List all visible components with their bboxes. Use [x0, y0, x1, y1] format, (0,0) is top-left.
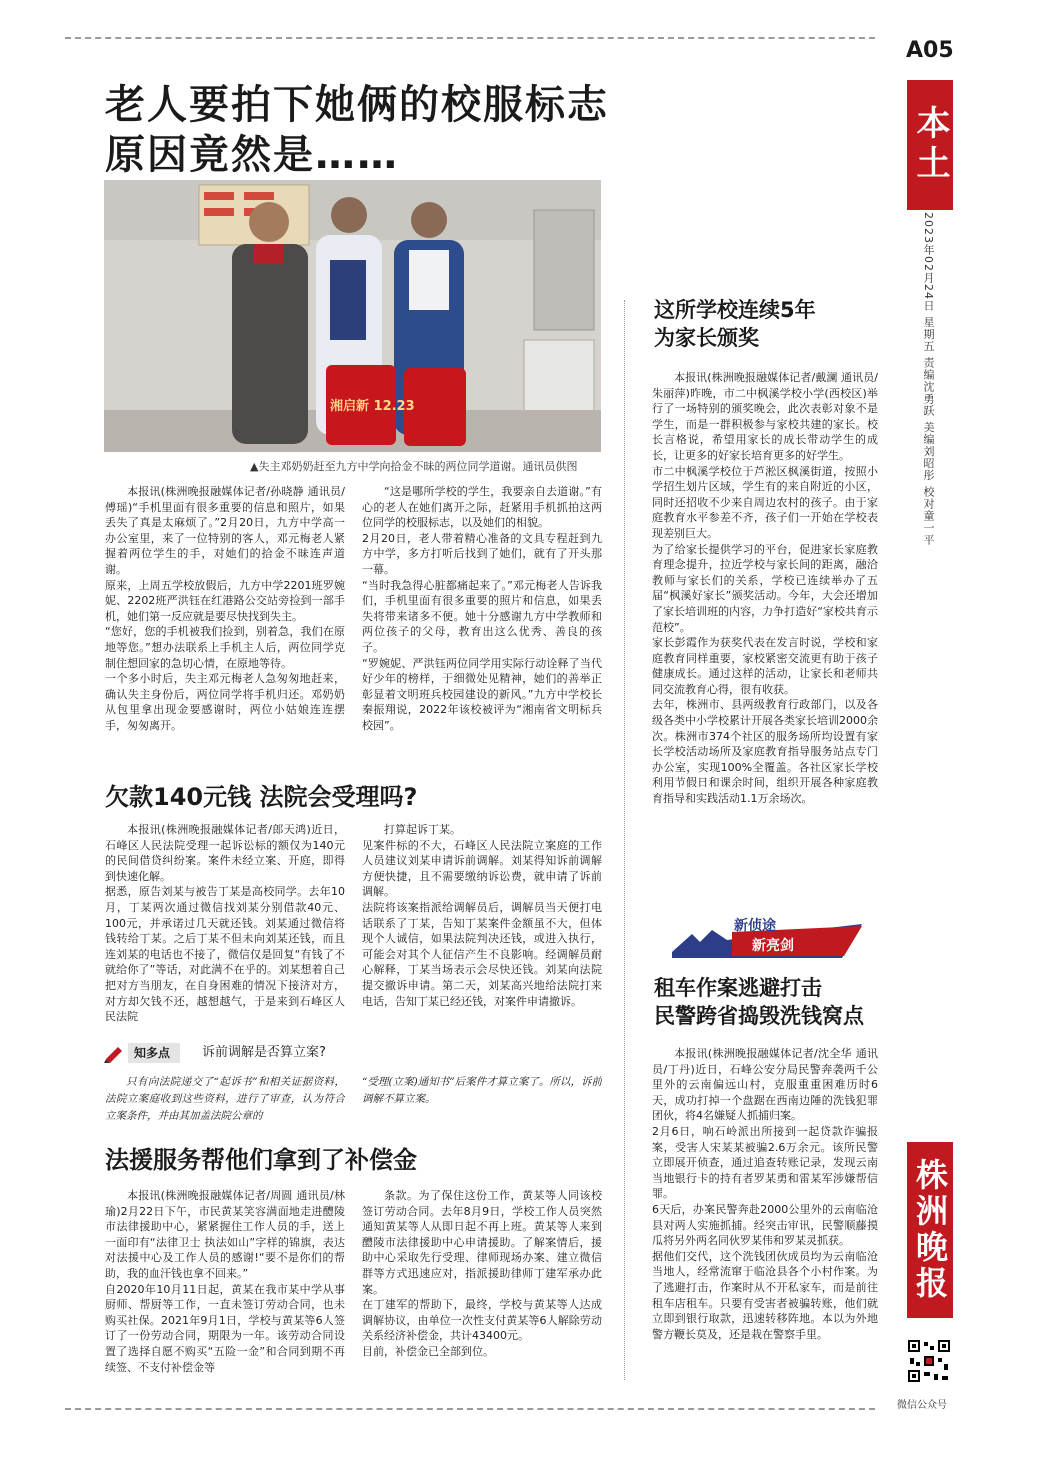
- article1-column-2: “这是哪所学校的学生，我要亲自去道谢。”有心的老人在她们离开之际，赶紧用手机抓拍这两位同学的校服标志，以及她们的相貌。 2月20日，老人带着精心准备的文具专程赶到九方中学，多方打听后找到了她们，就有了开头那一幕。 “当时我急得心脏都痛起来了。”邓元梅老人告诉我们，手机里面有很多重要的照片和信息，如果丢失将带来诸多不便。她十分感谢九方中学教师和两位孩子的父母，教育出这么优秀、善良的孩子。 “罗婉妮、严洪钰两位同学用实际行动诠释了当代好少年的榜样，于细微处见精神，她们的善举正彰显着文明班兵校园建设的新风。”九方中学校长秦振翔说，2022年该校被评为“湘南省文明标兵校园”。: [362, 485, 602, 732]
- photo-illustration: [104, 180, 601, 452]
- article3-column-2: 条款。为了保住这份工作，黄某等人同该校签订劳动合同。去年8月9日，学校工作人员突然通知黄某等人从即日起不再上班。黄某等人来到醴陵市法律援助中心申请援助。了解案情后，援助中心采取先行受理、律师现场办案、建立微信群等方式迅速应对，指派援助律师丁建军承办此案。 在丁建军的帮助下，最终，学校与黄某等人达成调解协议，由单位一次性支付黄某等6人解除劳动关系经济补偿金，共计43400元。 目前，补偿金已全部到位。: [362, 1189, 602, 1358]
- article2-headline: 欠款140元钱 法院会受理吗?: [105, 783, 418, 811]
- section-tag: 本土: [907, 80, 953, 210]
- newspaper-logo: 株洲晚报: [907, 1142, 953, 1318]
- article4-headline: 这所学校连续5年 为家长颁奖: [654, 298, 816, 350]
- article5-body: 本报讯(株洲晚报融媒体记者/沈全华 通讯员/丁丹)近日，石峰公安分局民警奔袭两千公里外的云南偏远山村，克服重重困难历时6天，成功打掉一个盘踞在西南边陲的洗钱犯罪团伙，将4名嫌疑人抓捕归案。 2月6日，响石岭派出所接到一起贷款诈骗报案，受害人宋某某被骗2.6万余元。该所民警立即展开侦查，通过追查转账记录，发现云南当地银行卡的持有者罗某勇和雷某军涉嫌帮信罪。 6天后，办案民警奔赴2000公里外的云南临沧县对两人实施抓捕。经突击审讯，民警顺藤摸瓜将另外两名同伙罗某伟和罗某灵抓获。 据他们交代，这个洗钱团伙成员均为云南临沧当地人，经常流窜于临沧县各个小村作案。为了逃避打击，作案时从不开私家车，而是前往租车店租车。只要有受害者被骗转账，他们就立即到银行取款，迅速转移阵地。本以为外地警方鞭长莫及，还是栽在警察手里。: [652, 1047, 878, 1341]
- article1-column-1: 本报讯(株洲晚报融媒体记者/孙晓静 通讯员/傅瑶)“手机里面有很多重要的信息和照片，如果丢失了真是太麻烦了。”2月20日，九方中学高一办公室里，来了一位特别的客人，邓元梅老人紧握着两位学生的手，对她们的拾金不昧连声道谢。 原来，上周五学校放假后，九方中学2201班罗婉妮、2202班严洪钰在红港路公交站旁捡到一部手机，她们第一反应就是要尽快找到失主。 “您好，您的手机被我们捡到，别着急，我们在原地等您。”想办法联系上手机主人后，两位同学克制住想回家的急切心情，在原地等待。 一个多小时后，失主邓元梅老人急匆匆地赶来，确认失主身份后，两位同学将手机归还。邓奶奶从包里拿出现金要感谢时，两位小姑娘连连摆手，匆匆离开。: [105, 485, 345, 732]
- article4-body: 本报讯(株洲晚报融媒体记者/戴澜 通讯员/朱丽萍)昨晚，市二中枫溪学校小学(西校区)举行了一场特别的颁奖晚会，此次表彰对象不是学生，而是一群积极参与家校共建的家长。校长言格说，希望用家长的成长带动学生的成长，让更多的好家长培育更多的好学生。 市二中枫溪学校位于芦淞区枫溪街道，按照小学招生划片区域，学生有的来自附近的小区，同时还招收不少来自周边农村的孩子。由于家庭教育水平参差不齐，孩子们一开始在学校表现差别巨大。 为了给家长提供学习的平台，促进家长家庭教育理念提升，拉近学校与家长间的距离，融洽教师与家长们的关系，学校已连续举办了五届“枫溪好家长”颁奖活动。今年，大会还增加了家长培训班的内容，力争打造好“家校共育示范校”。 家长彭霞作为获奖代表在发言时说，学校和家庭教育同样重要，家校紧密交流更有助于孩子健康成长。通过这样的活动，让家长和老师共同交流教育心得，很有收获。 去年，株洲市、县两级教育行政部门，以及各级各类中小学校累计开展各类家长培训2000余次。株洲市374个社区的服务场所均设置有家长学校活动场所及家庭教育指导服务站点专门办公室，实现100%全覆盖。各社区家长学校利用节假日和课余时间，组织开展各种家庭教育指导和实践活动1.1万余场次。: [652, 371, 878, 806]
- bag-label: 湘启新 12.23: [330, 399, 415, 414]
- main-headline: 老人要拍下她俩的校服标志 原因竟然是……: [105, 82, 609, 178]
- column-divider: [624, 300, 625, 1380]
- section-banner: [672, 912, 862, 964]
- photo-caption: ▲失主邓奶奶赶至九方中学向拾金不昧的两位同学道谢。通讯员供图: [250, 460, 578, 473]
- news-photo: [104, 180, 601, 452]
- bottom-dashed-rule: [65, 1408, 875, 1410]
- article3-headline: 法援服务帮他们拿到了补偿金: [105, 1146, 417, 1174]
- tip-question: 诉前调解是否算立案?: [202, 1045, 326, 1060]
- banner-graphic: [672, 912, 862, 964]
- tip-column-2: “受理(立案)通知书”后案件才算立案了。所以，诉前调解不算立案。: [362, 1076, 602, 1105]
- top-dashed-rule: [65, 37, 875, 39]
- article3-column-1: 本报讯(株洲晚报融媒体记者/周圆 通讯员/林瑜)2月22日下午，市民黄某笑容满面地走进醴陵市法律援助中心，紧紧握住工作人员的手，送上一面印有“法律卫士 执法如山”字样的锦旗，表达对法援中心及工作人员的感谢!“要不是你们的帮助，我的血汗钱也拿不回来。” 自2020年10月11日起，黄某在我市某中学从事厨师、帮厨等工作，一直未签订劳动合同，也未购买社保。2021年9月1日，学校与黄某等6人签订了一份劳动合同，期限为一年。该劳动合同设置了选择自愿不购买“五险一金”和合同到期不再续签、不支付补偿金等: [105, 1189, 345, 1374]
- pencil-icon: [104, 1043, 126, 1063]
- article2-column-1: 本报讯(株洲晚报融媒体记者/郎天鸿)近日，石峰区人民法院受理一起诉讼标的额仅为140元的民间借贷纠纷案。案件未经立案、开庭，即得到快速化解。 据悉，原告刘某与被告丁某是高校同学。去年10月，丁某两次通过微信找刘某分别借款40元、100元，并承诺过几天就还钱。刘某通过微信将钱转给丁某。之后丁某不但未向刘某还钱，而且连刘某的电话也不接了，微信仅是回复“有钱了不就给你了”等话，对此满不在乎的。刘某想着自己把对方当朋友，在自身困难的情况下接济对方，对方却欠钱不还，越想越气，于是来到石峰区人民法院: [105, 823, 345, 1024]
- banner-line-2: 新亮剑: [752, 938, 794, 954]
- tip-column-1: 只有向法院递交了“起诉书”和相关证据资料，法院立案庭收到这些资料，进行了审查，认为符合立案条件，并由其加盖法院公章的: [105, 1076, 345, 1122]
- qr-code-icon: [906, 1338, 952, 1384]
- article5-headline: 租车作案逃避打击 民警跨省捣毁洗钱窝点: [654, 976, 864, 1028]
- page-number: A05: [906, 38, 954, 63]
- banner-line-1: 新侦途: [734, 918, 776, 934]
- tip-bar: [104, 1043, 604, 1063]
- tip-label: 知多点: [128, 1043, 180, 1063]
- article2-column-2: 打算起诉丁某。 见案件标的不大，石峰区人民法院立案庭的工作人员建议刘某申请诉前调解。刘某得知诉前调解方便快捷，且不需要缴纳诉讼费，就申请了诉前调解。 法院将该案指派给调解员后，调解员当天便打电话联系了丁某，告知丁某案件金额虽不大，但体现个人诚信，如果法院判决还钱，或进入执行，可能会对其个人征信产生不良影响。经调解员耐心解释，丁某当场表示会尽快还钱。刘某向法院提交撤诉申请。第二天，刘某高兴地给法院打来电话，告知丁某已经还钱，对案件申请撤诉。: [362, 823, 602, 1008]
- dateline: 2023年02月24日 星期五 责编沈勇跃 美编刘昭彤 校对童一平: [922, 212, 935, 546]
- wechat-label: 微信公众号: [897, 1400, 947, 1411]
